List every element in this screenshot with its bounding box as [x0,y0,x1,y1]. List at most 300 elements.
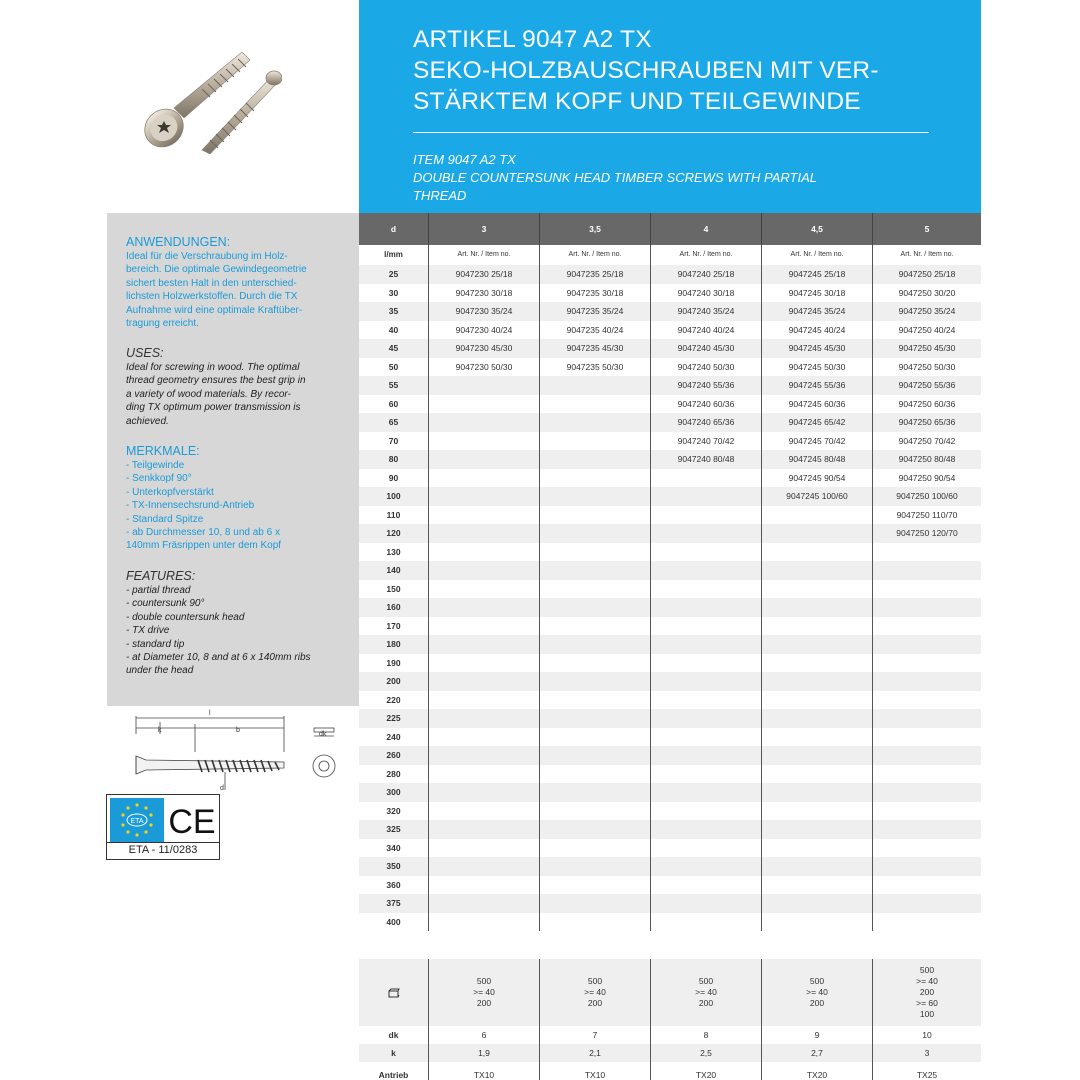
item-number-cell [762,857,873,876]
table-row [359,561,981,580]
item-number-cell [540,635,651,654]
table-row [359,339,981,358]
length-cell: 225 [359,709,429,728]
subtitle-line: THREAD [413,188,467,203]
item-number-cell [429,820,540,839]
table-row [359,635,981,654]
item-number-cell [429,802,540,821]
dk-value: 7 [540,1026,651,1044]
item-number-cell: 9047250 45/30 [898,343,956,353]
text-line: - Unterkopfverstärkt [126,486,214,498]
certification-box [106,794,220,860]
item-number-cell [540,524,651,543]
table-row [359,728,981,747]
length-cell: 160 [359,598,429,617]
item-number-cell [873,635,981,654]
item-number-cell [873,728,981,747]
subtitle-line: DOUBLE COUNTERSUNK HEAD TIMBER SCREWS WITH PARTIAL [413,170,818,185]
item-number-cell [429,598,540,617]
table-row [359,839,981,858]
packaging-quantity: 200 [698,998,714,1008]
packaging-quantity: 200 [587,998,603,1008]
item-number-cell [429,487,540,506]
item-number-cell [873,709,981,728]
item-number-cell [762,894,873,913]
table-row [359,265,981,284]
dk-value: 6 [429,1026,540,1044]
text-line: bereich. Die optimale Gewindegeometrie [126,264,307,276]
length-cell: 120 [359,524,429,543]
table-row [359,376,981,395]
item-number-cell [651,487,762,506]
item-number-cell: 9047245 30/18 [762,284,873,303]
technical-drawing [120,706,345,796]
table-row [359,450,981,469]
table-row [359,432,981,451]
item-number-cell [651,783,762,802]
drive-value: TX10 [429,1062,540,1080]
table-row [359,524,981,543]
item-number-cell [873,802,981,821]
length-cell: 260 [359,746,429,765]
item-number-cell: 9047240 55/36 [651,376,762,395]
text-line: a variety of wood materials. By recor- [126,388,291,400]
eta-logo-text: ETA [130,818,144,825]
item-number-cell [540,765,651,784]
item-number-cell [762,506,873,525]
text-line: thread geometry ensures the best grip in [126,375,306,387]
length-cell: 100 [359,487,429,506]
length-cell: 40 [359,321,429,340]
table-row [359,302,981,321]
k-value: 3 [924,1048,930,1058]
text-line: - Teilgewinde [126,460,185,471]
eta-logo [110,798,164,842]
item-number-cell [540,746,651,765]
length-cell: 320 [359,802,429,821]
box-icon [388,988,400,998]
item-number-cell: 9047230 40/24 [429,321,540,340]
item-number-cell [429,894,540,913]
length-cell: 55 [359,376,429,395]
item-number-cell [651,543,762,562]
item-number-cell: 9047240 40/24 [651,321,762,340]
item-number-cell [429,913,540,932]
text-line: - Standard Spitze [126,513,204,525]
item-number-cell: 9047235 30/18 [540,284,651,303]
item-number-cell [651,654,762,673]
item-number-cell [429,469,540,488]
item-number-cell [540,450,651,469]
item-number-cell: 9047250 110/70 [896,509,958,520]
item-number-cell [873,746,981,765]
item-number-cell [762,543,873,562]
item-number-cell [540,894,651,913]
item-number-cell [429,432,540,451]
text-line: - TX-Innensechsrund-Antrieb [126,500,255,512]
text-line: - at Diameter 10, 8 and at 6 x 140mm ribs [126,652,311,664]
item-number-cell: 9047240 30/18 [651,284,762,303]
text-line: Ideal für die Verschraubung im Holz- [126,251,288,262]
column-header-diameter: 3,5 [540,213,651,245]
item-number-cell [873,894,981,913]
item-number-cell: 9047245 65/42 [762,413,873,432]
table-row [359,672,981,691]
item-number-cell [540,506,651,525]
dim-d-label: d [220,785,224,792]
item-number-cell [873,580,981,599]
spec-table [359,959,981,1080]
packaging-quantity: >= 40 [695,987,717,997]
item-number-cell: 9047245 60/36 [762,395,873,414]
table-row [359,506,981,525]
dim-l-label: l [209,710,211,717]
item-number-cell [762,802,873,821]
k-value: 2,5 [651,1044,762,1062]
packaging-cell [762,959,873,1026]
k-value: 2,1 [540,1044,651,1062]
item-number-cell [762,598,873,617]
item-number-cell [429,672,540,691]
table-row [359,284,981,303]
packaging-quantity: 500 [698,976,714,986]
text-line: under the head [126,665,194,677]
length-cell: 300 [359,783,429,802]
packaging-cell [540,959,651,1026]
column-header-diameter: 4 [651,213,762,245]
column-header-length: l/mm [359,245,429,265]
packaging-cell [651,959,762,1026]
table-row [359,413,981,432]
drive-value: TX20 [762,1062,873,1080]
column-header-item-no: Art. Nr. / Item no. [900,251,954,258]
screw-image [137,52,250,154]
item-number-cell [873,913,981,932]
eta-number: ETA - 11/0283 [128,844,198,856]
text-line: tragung erreicht. [126,318,199,330]
item-number-cell [762,691,873,710]
table-row [359,487,981,506]
item-number-cell [429,839,540,858]
item-number-cell [540,820,651,839]
item-number-cell: 9047230 45/30 [429,339,540,358]
item-number-cell [651,709,762,728]
item-number-cell [540,543,651,562]
item-number-cell: 9047235 35/24 [540,302,651,321]
column-header-item-no: Art. Nr. / Item no. [429,245,540,265]
text-line: Ideal for screwing in wood. The optimal [126,362,300,373]
item-number-cell [873,765,981,784]
item-number-cell [429,395,540,414]
item-number-cell: 9047250 60/36 [898,398,956,409]
item-number-cell: 9047240 45/30 [651,339,762,358]
item-number-cell [540,561,651,580]
item-number-cell [429,413,540,432]
length-cell: 150 [359,580,429,599]
item-number-cell [651,857,762,876]
text-line: lichsten Holzwerkstoffen. Durch die TX [126,291,298,303]
item-number-cell: 9047250 30/20 [898,287,956,298]
length-cell: 340 [359,839,429,858]
item-number-cell [429,617,540,636]
item-number-cell: 9047250 40/24 [898,324,956,335]
packaging-quantity: 500 [809,976,825,986]
packaging-quantity: >= 60 [916,998,938,1008]
item-number-cell [540,913,651,932]
item-number-cell [540,857,651,876]
item-number-cell [762,524,873,543]
item-number-cell [429,506,540,525]
column-header-item-no: Art. Nr. / Item no. [762,245,873,265]
item-number-cell [651,765,762,784]
item-number-cell [762,913,873,932]
item-number-cell [429,783,540,802]
page-title [413,24,973,117]
item-number-cell: 9047235 45/30 [540,339,651,358]
item-number-cell [540,487,651,506]
section-merkmale [126,444,348,553]
table-row [359,617,981,636]
item-number-cell [873,561,981,580]
item-number-cell [429,728,540,747]
item-number-cell [540,413,651,432]
item-number-cell: 9047240 25/18 [651,265,762,284]
table-row [359,469,981,488]
title-line: SEKO-HOLZBAUSCHRAUBEN MIT VER- [413,57,879,84]
length-cell: 140 [359,561,429,580]
item-number-cell [540,654,651,673]
item-number-cell [873,617,981,636]
k-label: k [359,1044,429,1062]
item-number-cell [873,820,981,839]
item-number-cell: 9047250 50/30 [898,361,956,372]
item-number-cell [651,876,762,895]
info-panel [107,213,359,706]
packaging-quantity: 500 [476,976,492,986]
header-banner [359,0,981,213]
k-value: 1,9 [429,1044,540,1062]
table-row [359,765,981,784]
item-number-cell [651,617,762,636]
item-number-cell [651,506,762,525]
length-cell: 360 [359,876,429,895]
column-header-d: d [359,213,429,245]
section-uses [126,346,348,428]
item-number-cell [540,691,651,710]
text-line: ding TX optimum power transmission is [126,402,301,414]
item-number-cell [429,709,540,728]
length-cell: 220 [359,691,429,710]
column-header-item-no: Art. Nr. / Item no. [540,245,651,265]
table-row [359,358,981,377]
item-number-cell [762,783,873,802]
item-number-cell [873,857,981,876]
dim-b-label: b [236,727,240,734]
cert-divider [107,842,219,843]
item-number-cell: 9047230 25/18 [429,265,540,284]
item-number-cell [540,802,651,821]
table-row [359,783,981,802]
table-row [359,321,981,340]
item-number-cell [429,580,540,599]
packaging-quantity: 200 [919,987,935,997]
item-number-cell [540,839,651,858]
item-number-cell: 9047245 55/36 [762,376,873,395]
packaging-quantity: 100 [919,1009,935,1019]
item-number-cell: 9047235 40/24 [540,321,651,340]
drive-value: TX10 [540,1062,651,1080]
length-cell: 110 [359,506,429,525]
item-number-cell: 9047245 50/30 [762,358,873,377]
item-number-cell [429,635,540,654]
packaging-quantity: >= 40 [473,987,495,997]
packaging-quantity: >= 40 [806,987,828,997]
table-row [359,857,981,876]
text-line: Aufnahme wird eine optimale Kraftüber- [126,304,303,316]
item-number-cell [873,654,981,673]
item-number-cell [651,598,762,617]
product-photo [132,42,282,154]
packaging-row [359,959,981,1026]
packaging-quantity: >= 40 [916,976,938,986]
item-number-cell [762,820,873,839]
anwendungen-text [126,250,348,330]
dk-value: 10 [922,1030,932,1040]
table-row [359,894,981,913]
item-number-cell [429,561,540,580]
length-cell: 325 [359,820,429,839]
item-number-cell [540,672,651,691]
table-row [359,580,981,599]
table-row [359,876,981,895]
table-row [359,746,981,765]
subtitle-line: ITEM 9047 A2 TX [413,152,516,167]
drive-label: Antrieb [359,1062,429,1080]
item-number-cell [540,580,651,599]
item-number-cell [762,709,873,728]
packaging-quantity: 200 [476,998,492,1008]
text-line: sichert besten Halt in den unterschied- [126,277,297,289]
item-number-cell [651,524,762,543]
item-number-cell [540,598,651,617]
column-header-diameter: 4,5 [762,213,873,245]
item-number-cell [540,728,651,747]
item-number-cell [429,691,540,710]
item-number-cell [762,635,873,654]
item-number-cell [651,746,762,765]
item-number-cell: 9047240 35/24 [651,302,762,321]
packaging-label-cell [359,959,429,1026]
packaging-cell [429,959,540,1026]
packaging-quantity: >= 40 [584,987,606,997]
text-line: - double countersunk head [126,611,245,623]
drive-value: TX20 [651,1062,762,1080]
page-subtitle [413,151,953,205]
item-number-cell: 9047245 90/54 [762,469,873,488]
item-number-cell [651,635,762,654]
item-number-cell: 9047245 80/48 [762,450,873,469]
title-line: STÄRKTEM KOPF UND TEILGEWINDE [413,88,861,115]
item-number-cell [429,876,540,895]
item-number-cell: 9047235 25/18 [540,265,651,284]
drive-value: TX25 [916,1070,938,1080]
length-cell: 25 [359,265,429,284]
item-number-cell: 9047250 35/24 [898,306,956,316]
item-number-cell [651,894,762,913]
section-anwendungen [126,235,348,330]
length-cell: 50 [359,358,429,377]
item-number-cell: 9047250 70/42 [898,435,956,446]
item-number-cell [429,746,540,765]
item-number-cell [762,672,873,691]
k-row [359,1044,981,1062]
item-number-cell [429,765,540,784]
item-number-cell [540,709,651,728]
table-row [359,709,981,728]
table-header-row [359,213,981,245]
features-heading: FEATURES: [126,569,196,583]
header-divider [413,132,929,133]
item-number-cell [651,469,762,488]
item-number-cell [540,617,651,636]
dk-value: 9 [762,1026,873,1044]
item-number-cell: 9047250 65/36 [898,417,956,427]
table-row [359,598,981,617]
item-number-cell: 9047245 70/42 [762,432,873,451]
item-number-cell [429,376,540,395]
length-cell: 45 [359,339,429,358]
length-cell: 400 [359,913,429,932]
item-number-cell [429,450,540,469]
item-number-cell: 9047230 30/18 [429,284,540,303]
item-number-cell: 9047245 25/18 [762,265,873,284]
item-number-cell [873,876,981,895]
table-row [359,543,981,562]
item-number-cell [651,820,762,839]
item-number-cell [762,876,873,895]
item-number-cell: 9047250 25/18 [898,269,956,279]
merkmale-heading: MERKMALE: [126,444,200,458]
item-number-cell [540,469,651,488]
length-cell: 280 [359,765,429,784]
item-number-cell [873,543,981,562]
item-number-cell [651,839,762,858]
item-number-cell [762,728,873,747]
item-number-cell [873,783,981,802]
item-number-cell [540,876,651,895]
item-number-cell [762,561,873,580]
k-value: 2,7 [762,1044,873,1062]
length-cell: 90 [359,469,429,488]
length-cell: 375 [359,894,429,913]
packaging-quantity: 500 [587,976,603,986]
column-header-diameter: 5 [924,224,930,234]
item-number-cell: 9047245 40/24 [762,321,873,340]
item-number-cell [651,672,762,691]
table-row [359,913,981,932]
item-number-cell: 9047250 80/48 [898,454,956,464]
table-row [359,654,981,673]
table-row [359,820,981,839]
text-line: - ab Durchmesser 10, 8 und ab 6 x [126,527,280,539]
item-number-cell [762,765,873,784]
column-header-item-no: Art. Nr. / Item no. [651,245,762,265]
item-number-cell [540,432,651,451]
uses-heading: USES: [126,346,164,360]
item-number-cell: 9047240 65/36 [651,413,762,432]
length-cell: 30 [359,284,429,303]
item-number-cell: 9047250 100/60 [896,491,958,501]
